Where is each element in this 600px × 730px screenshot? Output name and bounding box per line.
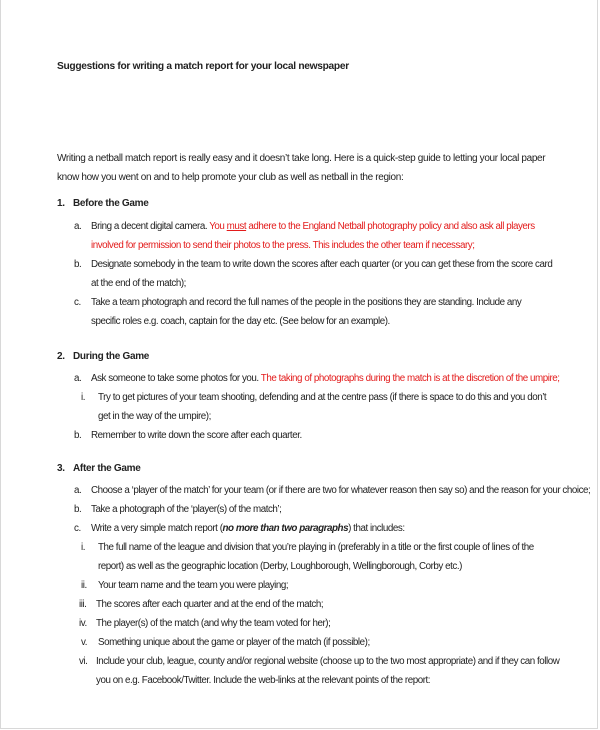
list-marker: a. — [74, 373, 82, 384]
section-heading-after-game — [57, 463, 141, 474]
list-marker: iv. — [79, 618, 87, 629]
list-marker: c. — [74, 297, 81, 308]
section-title: After the Game — [73, 463, 141, 474]
list-marker: v. — [81, 637, 87, 648]
list-item-text — [91, 369, 561, 388]
list-marker: i. — [81, 542, 85, 553]
policy-text: You — [209, 221, 227, 232]
list-item-text: Take a team photograph and record the full names of the people in the positions they are standing. Include any specific roles e.g. coach, captain for the day etc. (See below for an example). — [91, 297, 522, 327]
item-text: ) that includes: — [348, 523, 405, 534]
section-heading-during-game — [57, 351, 149, 362]
list-marker: b. — [74, 504, 82, 515]
list-item-text: The scores after each quarter and at the end of the match; — [96, 599, 324, 610]
section-title: Before the Game — [73, 198, 149, 209]
section-number: 1. — [57, 198, 65, 209]
must-emphasis: must — [226, 221, 247, 232]
list-item-text: Take a photograph of the ‘player(s) of the match’; — [91, 504, 282, 515]
list-marker: b. — [74, 259, 82, 270]
list-item-text: Your team name and the team you were playing; — [98, 580, 289, 591]
list-item-text: Remember to write down the score after each quarter. — [91, 430, 302, 441]
list-marker: c. — [74, 523, 81, 534]
list-marker: ii. — [81, 580, 87, 591]
section-number: 3. — [57, 463, 65, 474]
policy-text: The taking of photographs during the match is at the discretion of the umpire; — [260, 373, 560, 384]
item-text: Write a very simple match report ( — [91, 523, 223, 534]
list-item-text: The full name of the league and division that you’re playing in (preferably in a title or the first couple of lines of the report) as well as the geographic location (Derby, Loughborough, Wellingborough, Corby etc.) — [98, 542, 534, 572]
list-marker: b. — [74, 430, 82, 441]
list-item-text: Designate somebody in the team to write down the scores after each quarter (or you can get these from the score card at the end of the match); — [91, 259, 553, 289]
section-heading-before-game — [57, 198, 149, 209]
list-item-text: Choose a ‘player of the match’ for your team (or if there are two for whatever reason then say so) and the reason for your choice; — [91, 485, 591, 496]
list-item-text: Include your club, league, county and/or regional website (choose up to the two most appropriate) and if they can follow you on e.g. Facebook/Twitter. Include the web-links at the relevant points of the report: — [96, 656, 560, 686]
list-item-text: The player(s) of the match (and why the team voted for her); — [96, 618, 331, 629]
intro-paragraph: Writing a netball match report is really easy and it doesn’t take long. Here is a quick-step guide to letting your local paper know how you went on and to help promote your club as well as netball in the region: — [57, 153, 546, 183]
item-text: Bring a decent digital camera. — [91, 221, 210, 232]
list-item-text: Try to get pictures of your team shooting, defending and at the centre pass (if there is space to do this and you don’t get in the way of the umpire); — [98, 392, 547, 422]
list-item-text — [91, 217, 561, 255]
document-title: Suggestions for writing a match report for your local newspaper — [57, 61, 349, 72]
section-number: 2. — [57, 351, 65, 362]
section-title: During the Game — [73, 351, 150, 362]
list-marker: a. — [74, 221, 82, 232]
emphasis-text: no more than two paragraphs — [222, 523, 349, 534]
list-marker: a. — [74, 485, 82, 496]
list-marker: vi. — [79, 656, 88, 667]
item-text: Ask someone to take some photos for you. — [91, 373, 261, 384]
policy-text: adhere to the England Netball photography policy and also ask all players involved for permission to send their photos to the press. This includes the other team if necessary; — [91, 221, 535, 251]
list-marker: i. — [81, 392, 85, 403]
list-marker: iii. — [79, 599, 87, 610]
list-item-text — [91, 519, 561, 538]
list-item-text: Something unique about the game or player of the match (if possible); — [98, 637, 370, 648]
